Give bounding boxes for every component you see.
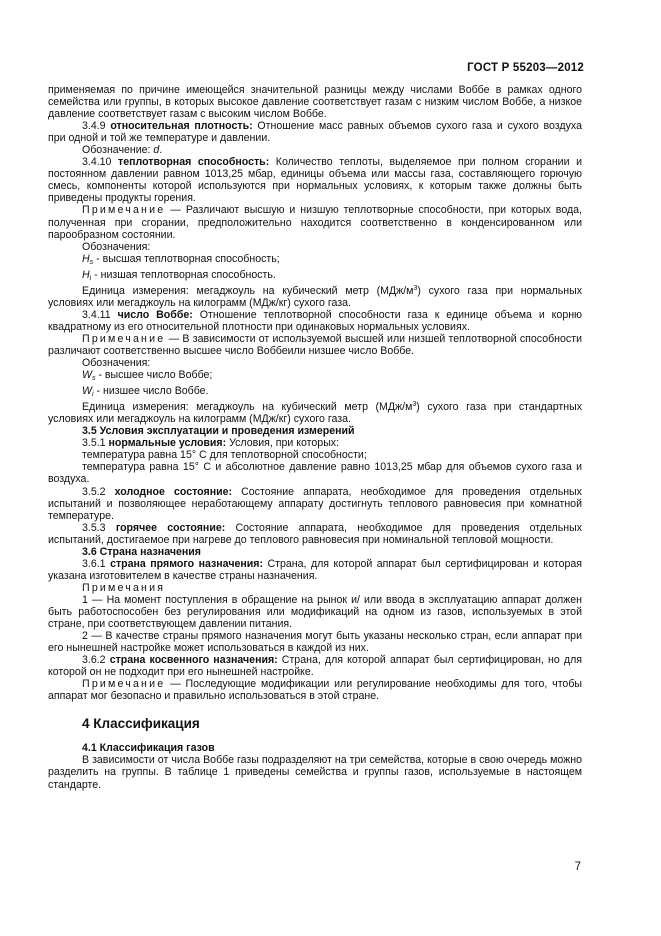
notes-label: Примечания bbox=[82, 581, 166, 594]
designation-ws: $W_s$ - высшее число Воббе; bbox=[82, 369, 213, 383]
term-3-5-2: 3.5.2 холодное состояние: Состояние аппарата, необходимое для проведения отдельных испытаний и позволяющее неработающему аппарату достигнуть теплового равновесия при комнатной температуре. bbox=[48, 485, 582, 522]
term-title: нормальные условия: bbox=[108, 437, 227, 450]
paragraph: В зависимости от числа Воббе газы подразделяют на три семейства, которые в свою очередь можно разделить на группы. В таблице 1 приведены семейства и группы газов, используемые в настоящем стандарте. bbox=[48, 754, 582, 791]
term-title: холодное состояние: bbox=[114, 485, 233, 498]
designation-hi: $H_i$ - низшая теплотворная способность. bbox=[82, 268, 276, 282]
designations-label: Обозначения: bbox=[82, 357, 151, 370]
term-3-5-3: 3.5.3 горячее состояние: Состояние аппарата, необходимое для проведения отдельных испытаний, достигаемое при нагреве до теплового равновесия при номинальной тепловой мощности. bbox=[48, 521, 582, 546]
term-3-4-9: 3.4.9 относительная плотность: Отношение масс равных объемов сухого газа и сухого воздуха при одной и той же температуре и давлении. bbox=[48, 120, 582, 145]
term-title: горячее состояние: bbox=[115, 521, 226, 534]
designation: Обозначение: d. bbox=[82, 144, 163, 157]
term-3-4-10: 3.4.10 теплотворная способность: Количество теплоты, выделяемое при полном сгорании и постоянном давлении равном 1013,25 мбар, единицы объема или массы газа, составляющего горючую смесь, компоненты которой используются при нормальных условиях, к которым также должны быть приведены продукты горения. bbox=[48, 156, 583, 205]
term-title: страна косвенного назначения: bbox=[109, 654, 278, 667]
page-header-doc-code: ГОСТ Р 55203—2012 bbox=[467, 62, 584, 74]
term-title: теплотворная способность: bbox=[118, 156, 270, 169]
term-3-6-1: 3.6.1 страна прямого назначения: Страна, для которой аппарат был сертифицирован и которая указана изготовителем в качестве страны назначения. bbox=[48, 557, 582, 582]
term-3-6-2: 3.6.2 страна косвенного назначения: Страна, для которой аппарат был сертифицирован, но для которой он не подходит при его нынешней настройке. bbox=[48, 654, 582, 679]
unit-of-measure: Единица измерения: мегаджоуль на кубический метр $(МДж/м^3)$ сухого газа при стандартных условиях или мегаджоуль на килограмм (МДж/кг) сухого газа. bbox=[48, 401, 582, 426]
condition-line: температура равна 15° С и абсолютное давление равно 1013,25 мбар для объемов сухого газа и воздуха. bbox=[48, 461, 582, 486]
term-3-5-1: 3.5.1 нормальные условия: Условия, при которых: bbox=[82, 437, 340, 450]
section-heading-4: 4 Классификация bbox=[82, 716, 200, 732]
note: Примечание — Различают высшую и низшую теплотворные способности, при которых вода, полученная при сгорании, предположительно находится соответственно в конденсированном или парообразном состоянии. bbox=[48, 204, 582, 241]
unit-of-measure: Единица измерения: мегаджоуль на кубический метр $(МДж/м^3)$ сухого газа при нормальных условиях или мегаджоуль на килограмм (МДж/кг) сухого газа. bbox=[48, 284, 582, 309]
note-1: 1 — На момент поступления в обращение на рынок и/ или ввода в эксплуатацию аппарат должен быть работоспособен без регулирования или модификаций на одном из газов, используемых в этой стране, при соответствующем давлении питания. bbox=[48, 593, 582, 631]
designations-label: Обозначения: bbox=[82, 240, 151, 253]
term-title: страна прямого назначения: bbox=[110, 557, 263, 570]
subsection-heading-3-5: 3.5 Условия эксплуатации и проведения измерений bbox=[82, 425, 355, 438]
designation-hs: $H_s$ - высшая теплотворная способность; bbox=[82, 252, 280, 266]
designation-wi: $W_i$ - низшее число Воббе. bbox=[82, 385, 209, 399]
subsection-heading-3-6: 3.6 Страна назначения bbox=[82, 545, 201, 558]
note: Примечание — Последующие модификации или регулирование необходимы для того, чтобы аппарат мог безопасно и правильно использоваться в этой стране. bbox=[48, 678, 583, 703]
term-title: относительная плотность: bbox=[110, 120, 253, 133]
subsection-heading-4-1: 4.1 Классификация газов bbox=[82, 742, 215, 755]
page-number: 7 bbox=[574, 861, 581, 873]
note: Примечание — В зависимости от используемой высшей или низшей теплотворной способности различают соответственно высшее число Воббеили низшее число Воббе. bbox=[48, 332, 582, 357]
note-2: 2 — В качестве страны прямого назначения могут быть указаны несколько стран, если аппарат при его нынешней настройке может использоваться в каждой из них. bbox=[48, 630, 582, 655]
term-3-4-11: 3.4.11 число Воббе: Отношение теплотворной способности газа к единице объема и корню квадратному из его относительной плотности при одинаковых нормальных условиях. bbox=[48, 308, 583, 333]
paragraph: применяемая по причине имеющейся значительной разницы между числами Воббе в рамках одного семейства или группы, в которых высокое давление соответствует газам с низким числом Воббе, а низкое давление соответствует газам с высоким числом Воббе. bbox=[48, 84, 582, 121]
term-title: число Воббе: bbox=[117, 308, 193, 321]
condition-line: температура равна 15° С для теплотворной способности; bbox=[82, 449, 367, 462]
document-body bbox=[48, 84, 582, 791]
